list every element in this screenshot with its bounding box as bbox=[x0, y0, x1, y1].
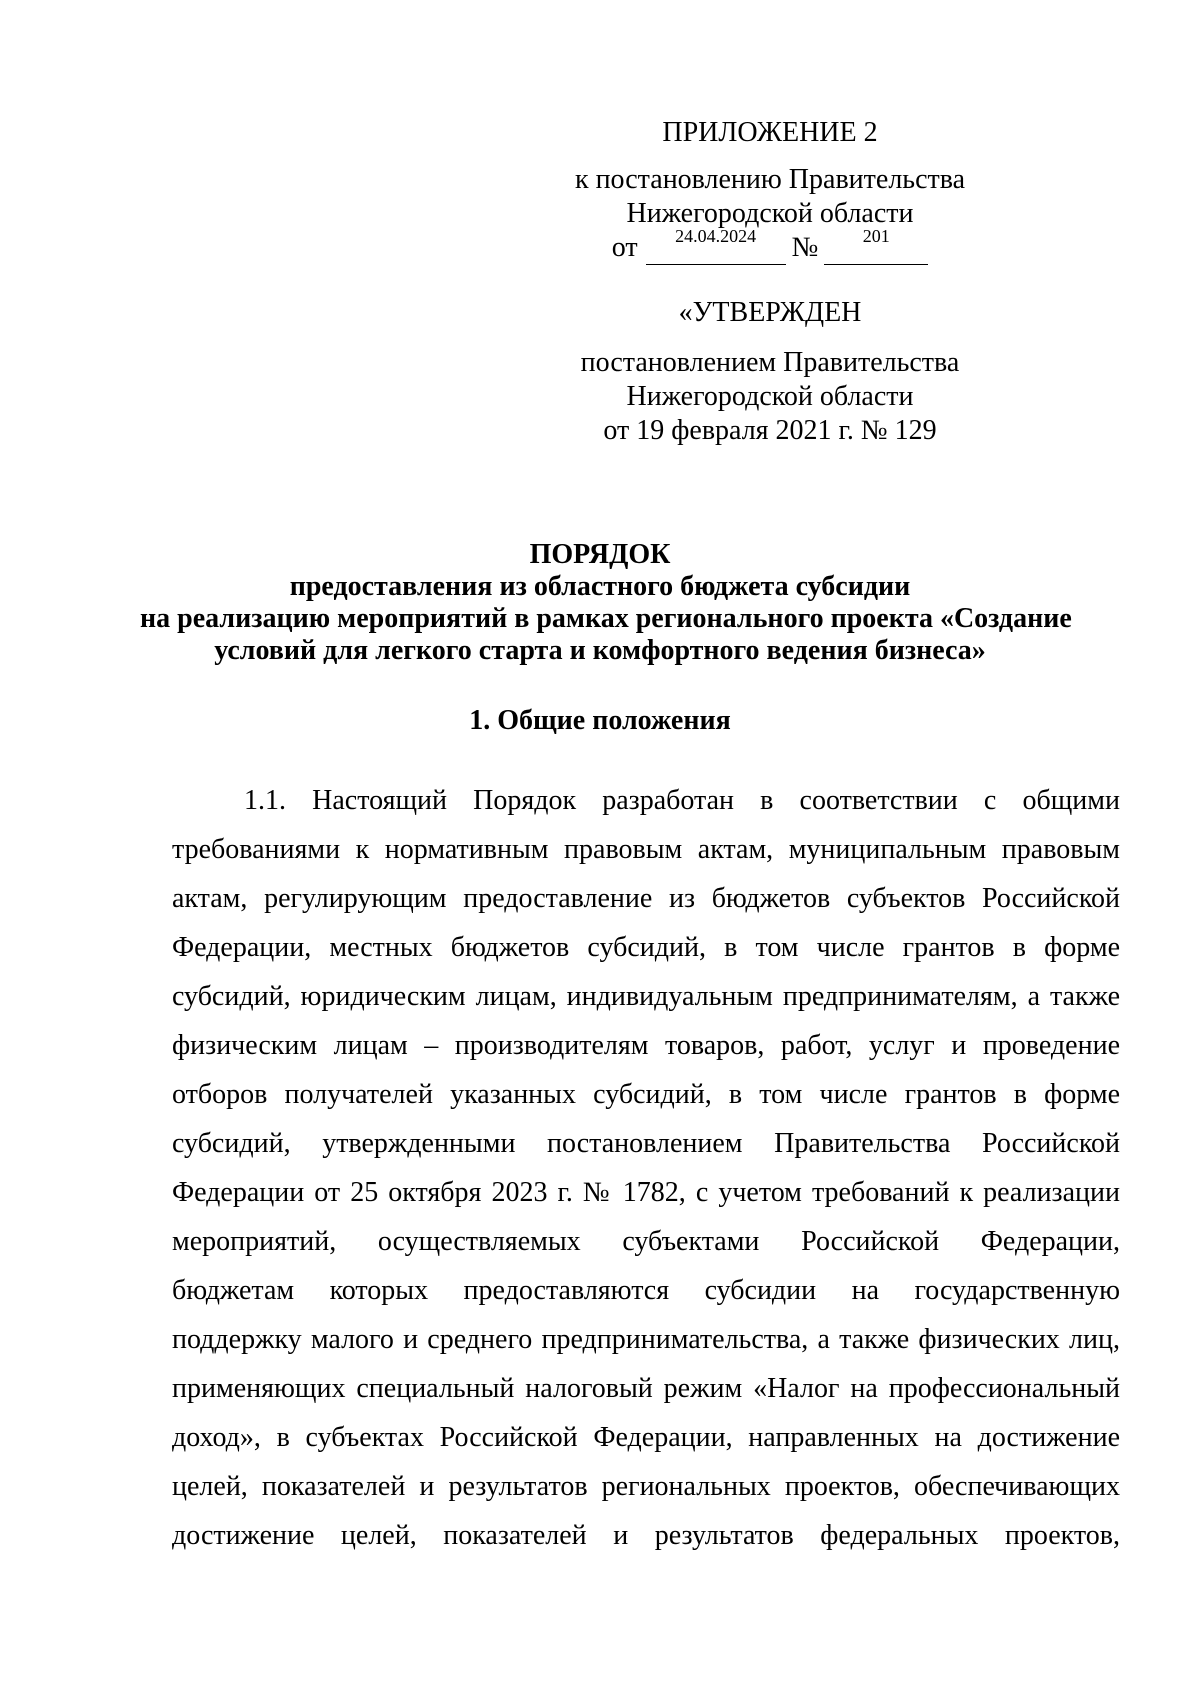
approved-line-3: от 19 февраля 2021 г. № 129 bbox=[603, 415, 937, 446]
number-value: 201 bbox=[862, 226, 890, 246]
appendix-title: ПРИЛОЖЕНИЕ 2 bbox=[662, 117, 878, 148]
paragraph-line: применяющих специальный налоговый режим «Налог на профессиональный bbox=[172, 1373, 1120, 1404]
from-label: от bbox=[611, 232, 638, 263]
document-subtitle-line: предоставления из областного бюджета субсидии bbox=[289, 571, 911, 602]
approved-title: «УТВЕРЖДЕН bbox=[678, 297, 862, 328]
date-value: 24.04.2024 bbox=[675, 226, 757, 246]
approved-line-2: Нижегородской области bbox=[626, 381, 914, 412]
number-field bbox=[824, 226, 928, 265]
number-label: № bbox=[791, 232, 819, 263]
approved-line-1: постановлением Правительства bbox=[580, 347, 960, 378]
paragraph-line: актам, регулирующим предоставление из бюджетов субъектов Российской bbox=[172, 883, 1120, 914]
paragraph-line: отборов получателей указанных субсидий, в том числе грантов в форме bbox=[172, 1079, 1120, 1110]
paragraph-line: мероприятий, осуществляемых субъектами Российской Федерации, bbox=[172, 1226, 1120, 1257]
paragraph-line: субсидий, утвержденными постановлением Правительства Российской bbox=[172, 1128, 1120, 1159]
paragraph-line: требованиями к нормативным правовым актам, муниципальным правовым bbox=[172, 834, 1120, 865]
resolution-line-1: к постановлению Правительства bbox=[574, 164, 966, 195]
appendix-stamp bbox=[560, 116, 980, 150]
document-subtitle-line: условий для легкого старта и комфортного ведения бизнеса» bbox=[214, 635, 986, 666]
approved-by bbox=[560, 346, 980, 448]
paragraph-line: бюджетам которых предоставляются субсидии на государственную bbox=[172, 1275, 1120, 1306]
paragraph-line: Федерации, местных бюджетов субсидий, в том числе грантов в форме bbox=[172, 932, 1120, 963]
document-subtitle bbox=[140, 571, 1072, 667]
paragraph-line: физическим лицам – производителям товаров, работ, услуг и проведение bbox=[172, 1030, 1120, 1061]
paragraph-line: 1.1. Настоящий Порядок разработан в соответствии с общими bbox=[244, 785, 1120, 816]
section-heading bbox=[140, 705, 1060, 737]
approved-stamp bbox=[560, 296, 980, 330]
resolution-date-number-row bbox=[560, 226, 980, 265]
paragraph-line: достижение целей, показателей и результатов федеральных проектов, bbox=[172, 1520, 1120, 1551]
document-title-main: ПОРЯДОК bbox=[529, 539, 671, 570]
paragraph-line: Федерации от 25 октября 2023 г. № 1782, с учетом требований к реализации bbox=[172, 1177, 1120, 1208]
paragraph-1-1 bbox=[172, 784, 1120, 1568]
document-subtitle-line: на реализацию мероприятий в рамках регионального проекта «Создание bbox=[140, 603, 1072, 634]
paragraph-line: целей, показателей и результатов региональных проектов, обеспечивающих bbox=[172, 1471, 1120, 1502]
resolution-line-2: Нижегородской области bbox=[626, 198, 914, 229]
paragraph-line: поддержку малого и среднего предпринимательства, а также физических лиц, bbox=[172, 1324, 1120, 1355]
paragraph-line: субсидий, юридическим лицам, индивидуальным предпринимателям, а также bbox=[172, 981, 1120, 1012]
resolution-reference bbox=[560, 163, 980, 265]
document-title bbox=[140, 539, 1060, 571]
date-field bbox=[646, 226, 786, 265]
section-heading-text: 1. Общие положения bbox=[469, 705, 731, 736]
paragraph-line: доход», в субъектах Российской Федерации, направленных на достижение bbox=[172, 1422, 1120, 1453]
